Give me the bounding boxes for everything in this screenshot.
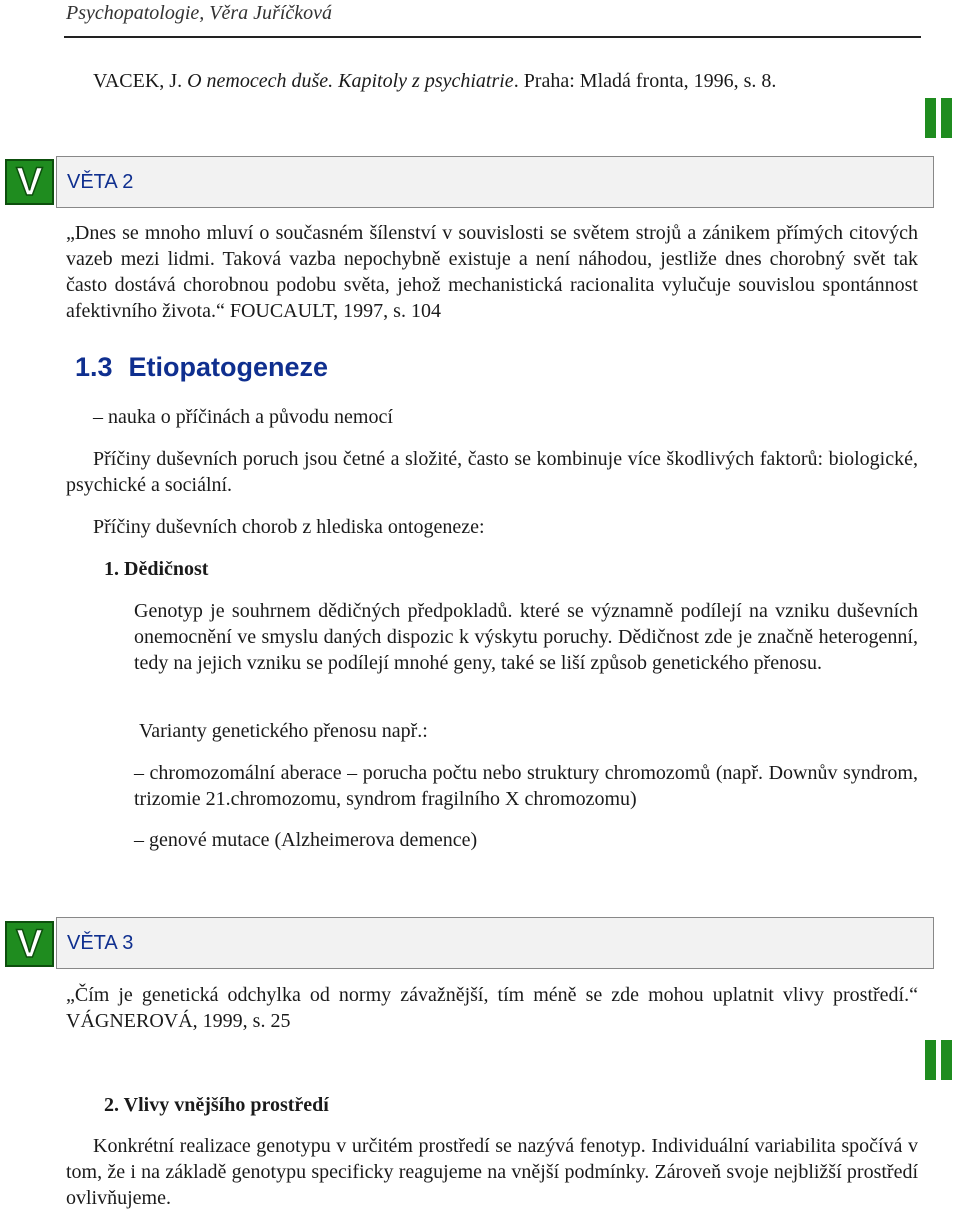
- section-subtitle: – nauka o příčinách a původu nemocí: [93, 406, 393, 428]
- reference-vacek: [93, 68, 776, 94]
- item2-heading: 2. Vlivy vnějšího prostředí: [104, 1094, 329, 1116]
- v-quote-icon: V: [5, 921, 54, 967]
- veta3-quote: „Čím je genetická odchylka od normy závažnější, tím méně se zde mohou uplatnit vlivy prostředí.“ VÁGNEROVÁ, 1999, s. 25: [66, 984, 918, 1032]
- section-heading: [75, 352, 328, 383]
- reference-title: O nemocech duše. Kapitoly z psychiatrie: [187, 70, 514, 92]
- veta3-label: VĚTA 3: [67, 931, 134, 954]
- causes-paragraph: Příčiny duševních poruch jsou četné a složité, často se kombinuje více škodlivých faktorů: biologické, psychické a sociální.: [66, 448, 918, 496]
- margin-marker-icon: [925, 98, 957, 138]
- item1-heading: 1. Dědičnost: [104, 558, 209, 580]
- running-header: Psychopatologie, Věra Juříčková: [66, 2, 333, 24]
- section-number: 1.3: [75, 352, 113, 382]
- veta2-box: [56, 156, 934, 208]
- header-rule: [64, 36, 921, 38]
- v-quote-icon: V: [5, 159, 54, 205]
- item2-text: Konkrétní realizace genotypu v určitém prostředí se nazývá fenotyp. Individuální variabilita spočívá v tom, že i na základě genotypu specificky reagujeme na vnější podmínky. Zároveň svoje nejbližší prostředí ovlivňujeme.: [66, 1135, 918, 1209]
- margin-marker-icon: [925, 1040, 957, 1080]
- variants-label: Varianty genetického přenosu např.:: [139, 720, 428, 742]
- variant-chromosomal: – chromozomální aberace – porucha počtu nebo struktury chromozomů (např. Downův syndrom, trizomie 21.chromozomu, syndrom fragilního X chromozomu): [134, 762, 918, 810]
- item1-text: Genotyp je souhrnem dědičných předpokladů. které se významně podílejí na vzniku duševních onemocnění ve smyslu daných dispozic k výskytu poruchy. Dědičnost zde je značně heterogenní, tedy na jejich vzniku se podílejí mnohé geny, také se liší způsob genetického přenosu.: [134, 600, 918, 674]
- veta3-box: [56, 917, 934, 969]
- veta2-label: VĚTA 2: [67, 170, 134, 193]
- veta2-quote: „Dnes se mnoho mluví o současném šílenství v souvislosti se světem strojů a zánikem přímých citových vazeb mezi lidmi. Taková vazba nepochybně existuje a není náhodou, jestliže dnes chorobný svět tak často dostává chorobnou podobu světa, jehož mechanistická racionalita vylučuje souvislou spontánnost afektivního života.“ FOUCAULT, 1997, s. 104: [66, 222, 918, 322]
- ontogeny-paragraph: Příčiny duševních chorob z hlediska ontogeneze:: [93, 516, 485, 538]
- reference-rest: . Praha: Mladá fronta, 1996, s. 8.: [513, 70, 777, 92]
- section-title: Etiopatogeneze: [128, 352, 329, 382]
- variant-gene: – genové mutace (Alzheimerova demence): [134, 829, 478, 851]
- reference-author: VACEK, J.: [93, 70, 188, 92]
